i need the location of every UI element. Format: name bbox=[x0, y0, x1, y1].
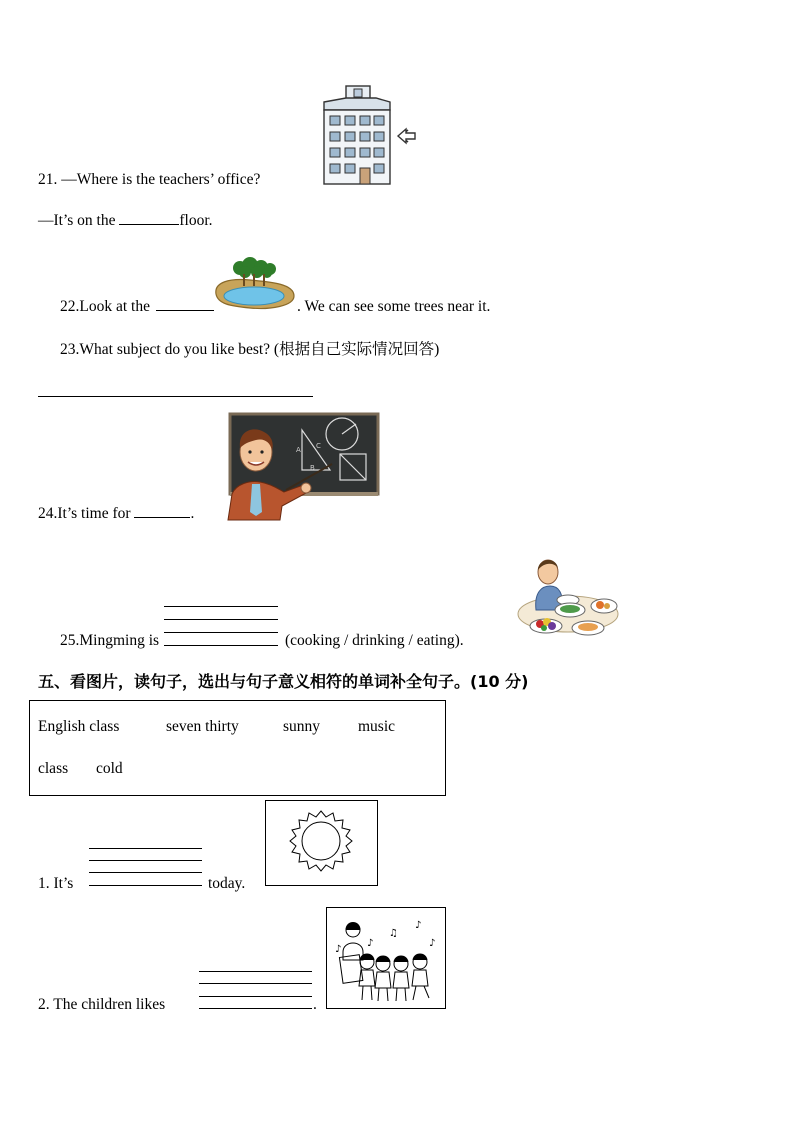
word-option: English class bbox=[38, 718, 120, 735]
q23-answer-line[interactable] bbox=[38, 396, 313, 397]
s2-prefix: 2. The children likes bbox=[38, 996, 166, 1013]
q24-prefix: 24.It’s time for bbox=[38, 505, 131, 522]
q24-question bbox=[38, 505, 194, 523]
word-option: class bbox=[38, 760, 69, 777]
building-icon bbox=[318, 84, 418, 191]
q25-options: (cooking / drinking / eating). bbox=[285, 632, 464, 649]
math-teacher-icon bbox=[220, 412, 382, 527]
s1-suffix: today. bbox=[208, 875, 246, 892]
word-option: cold bbox=[96, 760, 123, 777]
word-box bbox=[29, 700, 446, 796]
svg-text:C: C bbox=[316, 442, 321, 450]
svg-text:♪: ♪ bbox=[415, 920, 422, 931]
s2-suffix: . bbox=[313, 996, 317, 1013]
word-option: music bbox=[358, 718, 396, 735]
q21-question bbox=[38, 171, 260, 189]
svg-text:A: A bbox=[296, 446, 301, 454]
word-option: sunny bbox=[283, 718, 321, 735]
svg-text:♫: ♫ bbox=[389, 928, 398, 939]
q22-question bbox=[60, 298, 214, 316]
s1-prefix: 1. It’s bbox=[38, 875, 74, 892]
q21-answer-prefix: —It’s on the bbox=[38, 212, 116, 229]
q21-answer bbox=[38, 212, 213, 230]
q22-blank[interactable] bbox=[156, 298, 214, 311]
q21-answer-suffix: floor. bbox=[179, 212, 213, 229]
q21-number: 21 bbox=[38, 171, 54, 188]
svg-text:♪: ♪ bbox=[367, 938, 374, 949]
svg-text:B: B bbox=[310, 464, 315, 472]
s2-blank-lines[interactable] bbox=[199, 971, 312, 1011]
q24-suffix: . bbox=[190, 505, 195, 522]
q22-prefix: 22.Look at the bbox=[60, 298, 150, 315]
q21-text: . —Where is the teachers’ office? bbox=[53, 171, 261, 188]
s1-blank-lines[interactable] bbox=[89, 848, 202, 888]
word-option: seven thirty bbox=[166, 718, 239, 735]
q25-prefix: 25.Mingming is bbox=[60, 632, 160, 649]
eating-boy-icon bbox=[514, 552, 622, 647]
singing-children-icon bbox=[326, 907, 446, 1009]
q25-blank-lines[interactable] bbox=[164, 606, 278, 648]
q23-question: 23.What subject do you like best? (根据自己实际情况回答) bbox=[60, 341, 440, 358]
q21-blank[interactable] bbox=[119, 212, 179, 225]
pond-icon bbox=[210, 256, 298, 317]
q24-blank[interactable] bbox=[134, 505, 190, 518]
sun-icon bbox=[265, 800, 378, 886]
svg-text:♪: ♪ bbox=[429, 938, 436, 949]
q22-suffix: . We can see some trees near it. bbox=[297, 298, 491, 315]
section-5-title: 五、看图片，读句子，选出与句子意义相符的单词补全句子。(10 分) bbox=[38, 672, 529, 691]
svg-text:♪: ♪ bbox=[335, 944, 342, 955]
